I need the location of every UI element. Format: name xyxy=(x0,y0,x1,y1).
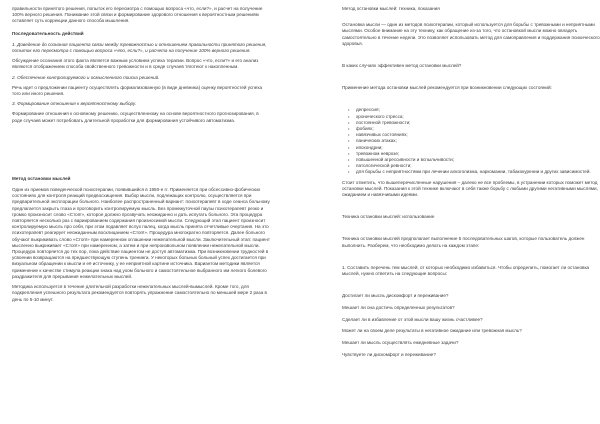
list-item: • постоянной тревожности; xyxy=(356,120,600,126)
step-1-paragraph: 1. Составить перечень тем мыслей, от которых необходимо избавиться. Чтобы определить, помогает ли остановка мыслей, нужно ответить на следующие вопросы: xyxy=(342,264,590,277)
intro-paragraph: правильности принятого решения, попыток его пересмотра с помощью вопроса «что, если?», и расчет на получение 100% верного решения. Понимание этой связи и формирование здорового отношения к вероятностным решениям оставляет суть коррекции данного способа мышления. xyxy=(12,6,263,24)
section-heading-when: В каких случаях эффективен метод остановки мыслей? xyxy=(342,63,462,69)
section-heading-usage: Техника остановки мыслей: использование xyxy=(342,214,435,220)
section-heading-sequence: Последовательность действий xyxy=(12,30,84,36)
list-item: • для борьбы с неприятностями при лечении алкоголизма, наркомании, табакокурении и других зависимостей. xyxy=(356,169,600,175)
paragraph: Применение метода остановки мыслей рекомендуется при возникновении следующих состояний: xyxy=(342,85,552,91)
paragraph: Техника остановки мыслей предполагает выполнение 5 последовательных шагов, которые пользователь должен выполнить. Разберем, что необходимо делать на каждом этапе: xyxy=(342,236,585,248)
paragraph: Остановка мысли — один из методов психотерапии, который используется для борьбы с тревожными и неприятными мыслями. Особое внимание на эту технику, как обращение из-за того, что остановкой мысли можно овладеть самостоятельно в течение недели. Это позволяет использовать метод для самоправления и поддержания психического здоровья. xyxy=(342,22,600,46)
question-item: Достигает ли мысль дискомфорт и переживание? xyxy=(342,293,449,299)
question-item: Мешает ли она достичь определенных результатов? xyxy=(342,304,455,310)
list-item: • патологической ревности; xyxy=(356,163,600,169)
list-item: • депрессия; xyxy=(356,107,600,113)
list-item: • навязчивых состояниях; xyxy=(356,132,600,138)
question-item: Мешает ли мысль осуществлять ежедневные задачи? xyxy=(342,340,459,346)
right-column xyxy=(342,6,600,364)
paragraph: Стоит отметить, что вышеперечисленные нарушения – далеко не все проблемы, в устранении которых поможет метод остановки мыслей. Показания к этой технике включают в себя также борьбу с любыми другими негативными мыслями, ожиданием и навязчивыми идеями. xyxy=(342,179,598,198)
paragraph: Методика используется в течение длительной разработки нежелательных мыслей-вымыслей. Кроме того, для подкрепления успешного результата рекомендуется повторять упражнение самостоятельно по меньшей мере 2 раза в день по 5-10 минут. xyxy=(12,284,267,302)
list-item: • ипохондрии; xyxy=(356,145,600,151)
section-heading-stop-method: Метод остановки мыслей xyxy=(12,175,71,181)
paragraph: Обсуждение осознания этого факта является важным условием успеха терапии. Вопрос «что, если?» и его анализ являются отображением способа свойственного тревожности и в среде случаев тяготеют к накопленным. xyxy=(12,58,259,70)
list-item: • фобиях; xyxy=(356,126,600,132)
list-item: • повышенной агрессивности и вспыльчивости; xyxy=(356,157,600,163)
question-item: Сделает ли в избавление от этой мысли вашу жизнь счастливее? xyxy=(342,316,483,322)
section-heading-technique: Метод остановки мыслей: техника, показания xyxy=(342,6,440,11)
paragraph: Речь идет о предложении пациенту осуществлять формализованную (в виде дневника) оценку вероятностей успеха того или иного решения. xyxy=(12,84,263,97)
left-column xyxy=(12,6,270,307)
question-item: Чувствуете ли дискомфорт и переживание? xyxy=(342,351,436,357)
paragraph: Формирование отношения к основному решению, осуществленному на основе вероятностного прогнозирования, в роде случаев может потребовать длительной проработки для формирования устойчивого автоматизма. xyxy=(12,111,259,123)
paragraph: Один из приемов поведенческой психотерапии, появившийся в 1950-е гг. Применяется при обсессивно-фобических состояниях для контроля реакций предвосхищения. Выбор мысли, подлежащих контролю, осуществляется при предварительной эксплорации больного. Наиболее распространенный вариант: психотерапевт в ходе сеанса больному предлагается закрыть глаза и проговорить контролируемую мысль. Без промежуточной паузы психотерапевт резко и громко произносит слово «Стоп!», которое должно прозвучать неожиданно и дать испугать больного. Эта процедура повторяется несколько раз с вариированием содержания произносимой мысли. Следующий этап пациент произносит контролируемую мысль про себя, при этом подавляет вслух палец, когда мысль принята отчетливые очертания. На это психотерапевт реагирует неожиданным восклицанием «Стоп!». Процедура многократно повторяется. Далее больного обучают выкрикивать слово «Стоп!» при намеренном оглашении нежелательной мысли. Заключительный этап: пациент мысленно выкрикивает «Стоп!» при намеренном, а затем и при непроизвольном появлении нежелательной мысли. Процедура повторяется до тех пор, пока действие пациентом не доступ автоматизма. При возникновении трудностей в усвоении возвращаются на предшествующую ступень тренинга. У некоторых больных больный успех достигается при визуальном обращении к мысли и её источнику, у ее неприятной картине источника. Вариантом методики является применение к качестве стимула реакции знака над ухом больного и самостоятельное выбранного им легкого болевого раздражителя для прерывания нежелательных мыслей. xyxy=(12,187,270,279)
list-item: • хронического стресса; xyxy=(356,114,600,120)
indications-list xyxy=(342,107,600,175)
step-3: 3. Формирование отношения к вероятностному выбору. xyxy=(12,101,137,107)
step-1: 1. Доведение до сознания пациента связи между тревожностью и отношением правильности принятого решения, попыток его пересмотра с помощью вопроса «что, если?», и расчета на получение 100% верного решения. xyxy=(12,41,267,54)
step-2: 2. Обеспечение контролируемого и осмысленного поиска решений. xyxy=(12,74,160,80)
list-item: • тревожном неврозе; xyxy=(356,151,600,157)
question-item: Может ли на своем деле результаты в негативное ожидание или тревожная мысль? xyxy=(342,328,522,334)
list-item: • панических атаках; xyxy=(356,138,600,144)
